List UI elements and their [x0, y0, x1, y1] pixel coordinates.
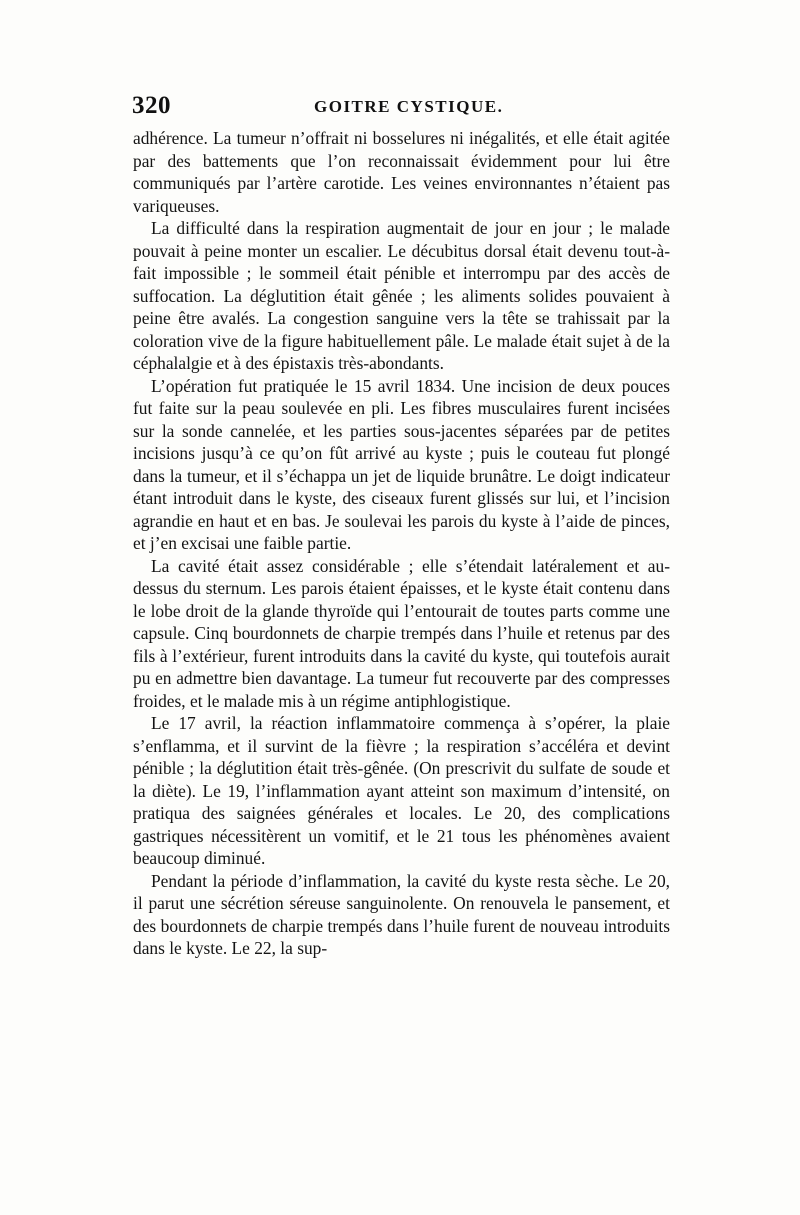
- body-text: [133, 127, 670, 960]
- paragraph: Pendant la période d’inflammation, la cavité du kyste resta sèche. Le 20, il parut une sécrétion séreuse sanguinolente. On renouvela le pansement, et des bourdonnets de charpie trempés dans l’huile furent de nouveau introduits dans le kyste. Le 22, la sup-: [133, 870, 670, 958]
- page-header: [132, 92, 672, 122]
- page-number: 320: [132, 92, 171, 119]
- paragraph: L’opération fut pratiquée le 15 avril 1834. Une incision de deux pouces fut faite sur la peau soulevée en pli. Les fibres musculaires furent incisées sur la sonde cannelée, et les parties sous-jacentes séparées par de petites incisions jusqu’à ce qu’on fût arrivé au kyste ; puis le couteau fut plongé dans la tumeur, et il s’échappa un jet de liquide brunâtre. Le doigt indicateur étant introduit dans le kyste, des ciseaux furent glissés sur lui, et l’incision agrandie en haut et en bas. Je soulevai les parois du kyste à l’aide de pinces, et j’en excisai une faible partie.: [133, 375, 670, 553]
- running-title: GOITRE CYSTIQUE.: [314, 97, 504, 116]
- paragraph: La cavité était assez considérable ; elle s’étendait latéralement et au-dessus du sternum. Les parois étaient épaisses, et le kyste était contenu dans le lobe droit de la glande thyroïde qui l’entourait de toutes parts comme une capsule. Cinq bourdonnets de charpie trempés dans l’huile et retenus par des fils à l’extérieur, furent introduits dans la cavité du kyste, qui toutefois aurait pu en admettre bien davantage. La tumeur fut recouverte par des compresses froides, et le malade mis à un régime antiphlogistique.: [133, 555, 670, 711]
- paragraph: Le 17 avril, la réaction inflammatoire commença à s’opérer, la plaie s’enflamma, et il survint de la fièvre ; la respiration s’accéléra et devint pénible ; la déglutition était très-gênée. (On prescrivit du sulfate de soude et la diète). Le 19, l’inflammation ayant atteint son maximum d’intensité, on pratiqua des saignées générales et locales. Le 20, des complications gastriques nécessitèrent un vomitif, et le 21 tous les phénomènes avaient beaucoup diminué.: [133, 713, 670, 868]
- paragraph: La difficulté dans la respiration augmentait de jour en jour ; le malade pouvait à peine monter un escalier. Le décubitus dorsal était devenu tout-à-fait impossible ; le sommeil était pénible et interrompu par des accès de suffocation. La déglutition était gênée ; les aliments solides pouvaient à peine être avalés. La congestion sanguine vers la tête se trahissait par la coloration vive de la figure habituellement pâle. Le malade était sujet à de la céphalalgie et à des épistaxis très-abondants.: [133, 218, 670, 373]
- paragraph: adhérence. La tumeur n’offrait ni bosselures ni inégalités, et elle était agitée par des battements que l’on reconnaissait évidemment pour lui être communiqués par l’artère carotide. Les veines environnantes n’étaient pas variqueuses.: [133, 128, 670, 216]
